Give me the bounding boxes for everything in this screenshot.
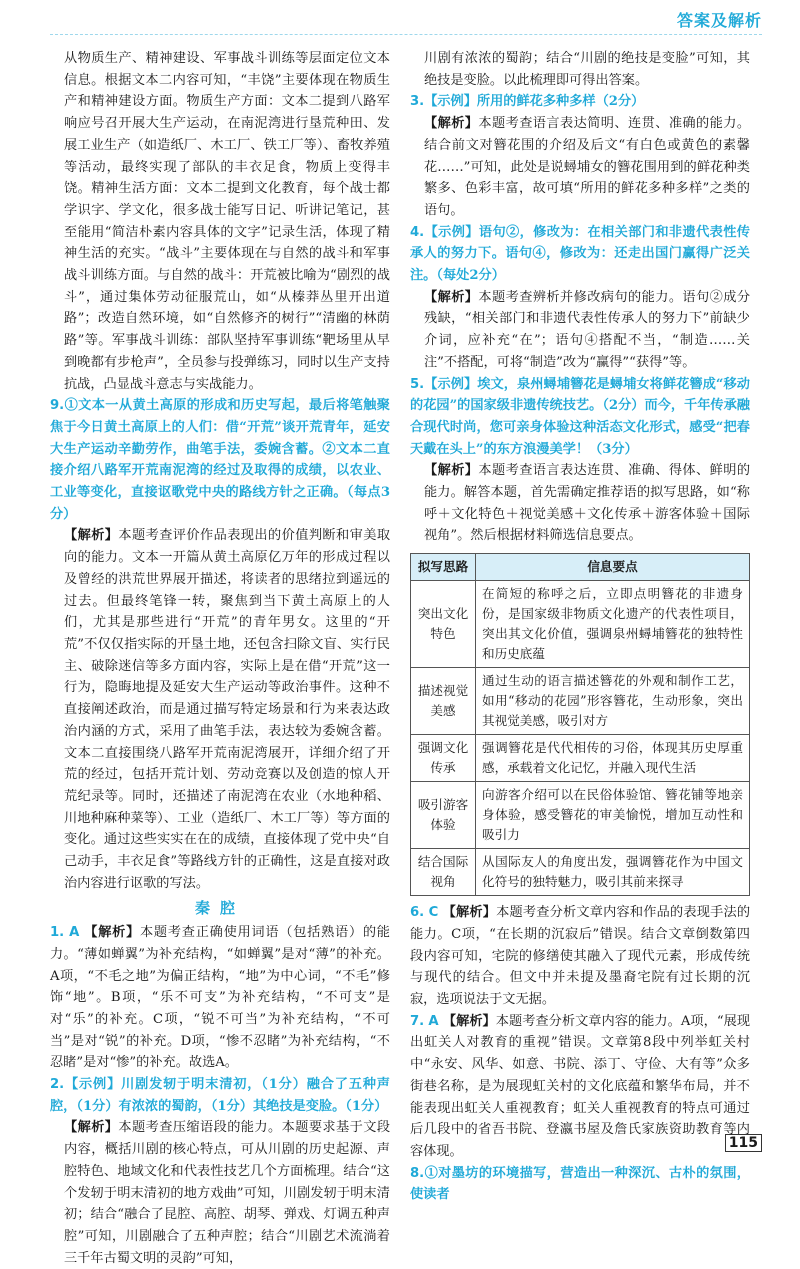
analysis-text: 本题考查分析文章内容和作品的表现手法的能力。C项，“在长期的沉寂后”错误。结合文章倒数第四段内容可知，宅院的修缮使其融入了现代元素，形成传统与现代的结合。但文中并未提及墨裔宅院有过长期的沉寂，选项说法于文无据。 [410, 905, 751, 1007]
answer-text: 【示例】川剧发轫于明末清初，（1分）融合了五种声腔，（1分）有浓浓的蜀韵，（1分）其绝技是变脸。（1分） [50, 1077, 390, 1114]
question-6-answer [410, 902, 750, 1011]
question-number: 5. [410, 376, 425, 392]
question-4-answer [410, 222, 750, 287]
question-number: 2. [50, 1077, 65, 1093]
question-2-analysis [50, 1117, 390, 1269]
analysis-text: 本题考查压缩语段的能力。本题要求基于文段内容，概括川剧的核心特点，可从川剧的历史起源、声腔特色、地域文化和代表性技艺几个方面梳理。结合“这个发轫于明末清初的地方戏曲”可知，川剧发轫于明末清初；结合“融合了昆腔、高腔、胡琴、弹戏、灯调五种声腔”可知，川剧融合了五种声腔；结合“川剧艺术流淌着三千年古蜀文明的灵韵”可知， [64, 1120, 391, 1266]
question-number: 4. [410, 224, 425, 240]
answer-text: ①文本一从黄土高原的形成和历史写起，最后将笔触聚焦于今日黄土高原上的人们：借“开荒”谈开荒青年，延安大生产运动辛勤劳作，曲笔手法，委婉含蓄。②文本二直接介绍八路军开荒南泥湾的经过及取得的成绩，以农业、工业等变化，直接讴歌党中央的路线方针之正确。（每点3分） [50, 398, 390, 522]
analysis-text: 本题考查正确使用词语（包括熟语）的能力。“薄如蝉翼”为补充结构，“如蝉翼”是对“薄”的补充。A项，“不毛之地”为偏正结构，“地”为中心词，“不毛”修饰“地”。B项，“乐不可支”为补充结构，“不可支”是对“乐”的补充。C项，“锐不可当”为补充结构，“不可当”是对“锐”的补充。D项，“惨不忍睹”为补充结构，“不忍睹”是对“惨”的补充。故选A。 [50, 925, 390, 1071]
question-4-analysis [410, 287, 750, 374]
question-number: 7. [410, 1013, 425, 1029]
analysis-text: 本题考查评价作品表现出的价值判断和审美取向的能力。文本一开篇从黄土高原亿万年的形成过程以及曾经的洪荒世界展开描述，将读者的思绪拉到遥远的过去。但最终笔锋一转，聚焦到当下黄土高原上的人们，尤其是那些进行“开荒”的青年男女。这里的“开荒”不仅仅指实际的开垦土地，还包含扫除文盲、实行民主、破除迷信等多方面内容，实际上是在借“开荒”这一行为，隐晦地提及延安大生产运动等政治事件。这种不直接阐述政治，而是通过描写特定场景和行为来表达政治内涵的方式，采用了曲笔手法，表达较为委婉含蓄。文本二直接围绕八路军开荒南泥湾展开，详细介绍了开荒的经过，包括开荒计划、劳动竞赛以及创造的惊人开荒纪录等。同时，还描述了南泥湾在农业（水地种稻、川地种麻种菜等）、工业（造纸厂、木工厂等）等方面的变化。通过这些实实在在的成绩，直接体现了党中央“自己动手，丰衣足食”等路线方针的正确性，这是直接对政治内容进行讴歌的写法。 [64, 528, 391, 891]
table-cell: 强调簪花是代代相传的习俗，体现其历史厚重感，承载着文化记忆，并融入现代生活 [476, 735, 750, 782]
analysis-tag: 【解析】 [424, 289, 479, 305]
question-8-answer [410, 1163, 750, 1206]
table-header-row [411, 554, 750, 581]
analysis-text: 本题考查分析文章内容的能力。A项，“展现出虹关人对教育的重视”错误。文章第8段中列举虹关村中“永安、风华、如意、书院、添丁、守俭、大有等”众多街巷名称，是为展现虹关村的文化底蕴和繁华布局，并不能表现出虹关人重视教育；虹关人重视教育的特点可通过后几段中的省吾书院、登瀛书屋及詹氏家族资助教育等内容体现。 [410, 1013, 751, 1159]
question-3-answer [410, 91, 750, 113]
analysis-tag: 【解析】 [424, 116, 479, 132]
analysis-tag: 【解析】 [442, 1013, 496, 1029]
paragraph-continued: 从物质生产、精神建设、军事战斗训练等层面定位文本信息。根据文本二内容可知，“丰饶”主要体现在物质生产和精神建设方面。物质生产方面：文本二提到八路军响应号召开展大生产运动，在南泥湾进行垦荒种田、发展工业生产（如造纸厂、木工厂、铁工厂等）、畜牧养殖等活动，最终实现了部队的丰衣足食，物质上变得丰饶。精神生活方面：文本二提到文化教育，每个战士都学识字、学文化，很多战士能写日记、听讲记笔记，甚至能用“简洁朴素内容具体的文字”记录生活，体现了精神生活的充实。“战斗”主要体现在与自然的战斗和军事战斗训练方面。与自然的战斗：开荒被比喻为“剧烈的战斗”，通过集体劳动征服荒山，如“从榛莽丛里开出道路”；改造自然环境，如“自然修齐的树行”“清幽的林荫路”等。军事战斗训练：部队坚持军事训练“靶场里从早到晚都有步枪声”，全员参与投弹练习，同时以生产支持抗战，凸显战斗意志与实战能力。 [64, 51, 390, 392]
answer-text: 【示例】所用的鲜花多种多样（2分） [424, 94, 645, 110]
table-cell: 结合国际视角 [411, 849, 476, 896]
table-cell: 向游客介绍可以在民俗体验馆、簪花铺等地亲身体验，感受簪花的审美愉悦，增加互动性和吸引力 [476, 782, 750, 849]
question-number: 9. [50, 398, 65, 414]
header-divider [50, 34, 762, 35]
analysis-tag: 【解析】 [64, 1120, 119, 1136]
question-number: 3. [410, 94, 425, 110]
question-2-answer [50, 1074, 390, 1117]
table-cell: 在简短的称呼之后，立即点明簪花的非遗身份，是国家级非物质文化遗产的代表性项目，突出其文化价值，强调泉州蟳埔簪花的独特性和历史底蕴 [476, 581, 750, 668]
question-number: 8. [410, 1165, 425, 1181]
answer-letter: C [428, 905, 439, 921]
paragraph-continued: 川剧有浓浓的蜀韵；结合“川剧的绝技是变脸”可知，其绝技是变脸。以此梳理即可得出答案。 [424, 51, 750, 88]
table-row [411, 581, 750, 668]
page-number: 115 [725, 1134, 762, 1152]
answer-letter: A [428, 1013, 439, 1029]
left-column [50, 48, 390, 1269]
table-cell: 吸引游客体验 [411, 782, 476, 849]
answer-text: 【示例】埃文，泉州蟳埔簪花是蟳埔女将鲜花簪成“移动的花园”的国家级非遗传统技艺。（2分）而今，千年传承融合现代时尚，您可亲身体验这种活态文化形式，感受“把春天戴在头上”的东方浪漫美学！（3分） [410, 376, 750, 457]
question-5-analysis [410, 460, 750, 547]
header-title: 答案及解析 [676, 11, 762, 30]
answer-text: 【示例】语句②，修改为：在相关部门和非遗代表性传承人的努力下。语句④，修改为：还走出国门赢得广泛关注。（每处2分） [410, 224, 750, 284]
table-cell: 从国际友人的角度出发，强调簪花作为中国文化符号的独特魅力，吸引其前来探寻 [476, 849, 750, 896]
table-cell: 通过生动的语言描述簪花的外观和制作工艺，如用“移动的花园”形容簪花，生动形象，突出其视觉美感，吸引对方 [476, 668, 750, 735]
table-cell: 强调文化传承 [411, 735, 476, 782]
table-row [411, 849, 750, 896]
analysis-tag: 【解析】 [424, 463, 479, 479]
analysis-text: 本题考查语言表达简明、连贯、准确的能力。结合前文对簪花围的介绍及后文“有白色或黄色的素馨花……”可知，此处是说蟳埔女的簪花围用到的鲜花种类繁多、色彩丰富，故可填“所用的鲜花多种多样”之类的语句。 [424, 116, 751, 218]
question-5-answer [410, 374, 750, 461]
question-number: 6. [410, 905, 425, 921]
page-header [0, 0, 800, 34]
analysis-text: 本题考查语言表达连贯、准确、得体、鲜明的能力。解答本题，首先需确定推荐语的拟写思路，如“称呼＋文化特色＋视觉美感＋文化传承＋游客体验＋国际视角”。然后根据材料筛选信息要点。 [424, 463, 751, 544]
section-title: 秦腔 [194, 899, 245, 918]
table-row [411, 782, 750, 849]
table-cell: 突出文化特色 [411, 581, 476, 668]
table-row [411, 735, 750, 782]
answer-text: ①对墨坊的环境描写，营造出一种深沉、古朴的氛围，使读者 [410, 1165, 750, 1203]
analysis-tag: 【解析】 [64, 528, 119, 544]
column-header: 拟写思路 [411, 554, 476, 581]
question-3-analysis [410, 113, 750, 222]
info-table [410, 553, 750, 896]
column-header: 信息要点 [476, 554, 750, 581]
right-column [410, 48, 750, 1206]
table-row [411, 668, 750, 735]
answer-letter: A [69, 925, 80, 941]
question-7-answer [410, 1011, 750, 1163]
analysis-text: 本题考查辨析并修改病句的能力。语句②成分残缺，“相关部门和非遗代表性传承人的努力下”前缺少介词，应补充“在”；语句④搭配不当，“制造……关注”不搭配，可将“制造”改为“赢得”“获得”等。 [424, 289, 751, 370]
question-9-answer [50, 395, 390, 525]
question-9-analysis [50, 525, 390, 894]
analysis-tag: 【解析】 [442, 905, 497, 921]
analysis-tag: 【解析】 [84, 925, 140, 941]
question-number: 1. [50, 925, 65, 941]
question-1-answer [50, 922, 390, 1074]
table-cell: 描述视觉美感 [411, 668, 476, 735]
